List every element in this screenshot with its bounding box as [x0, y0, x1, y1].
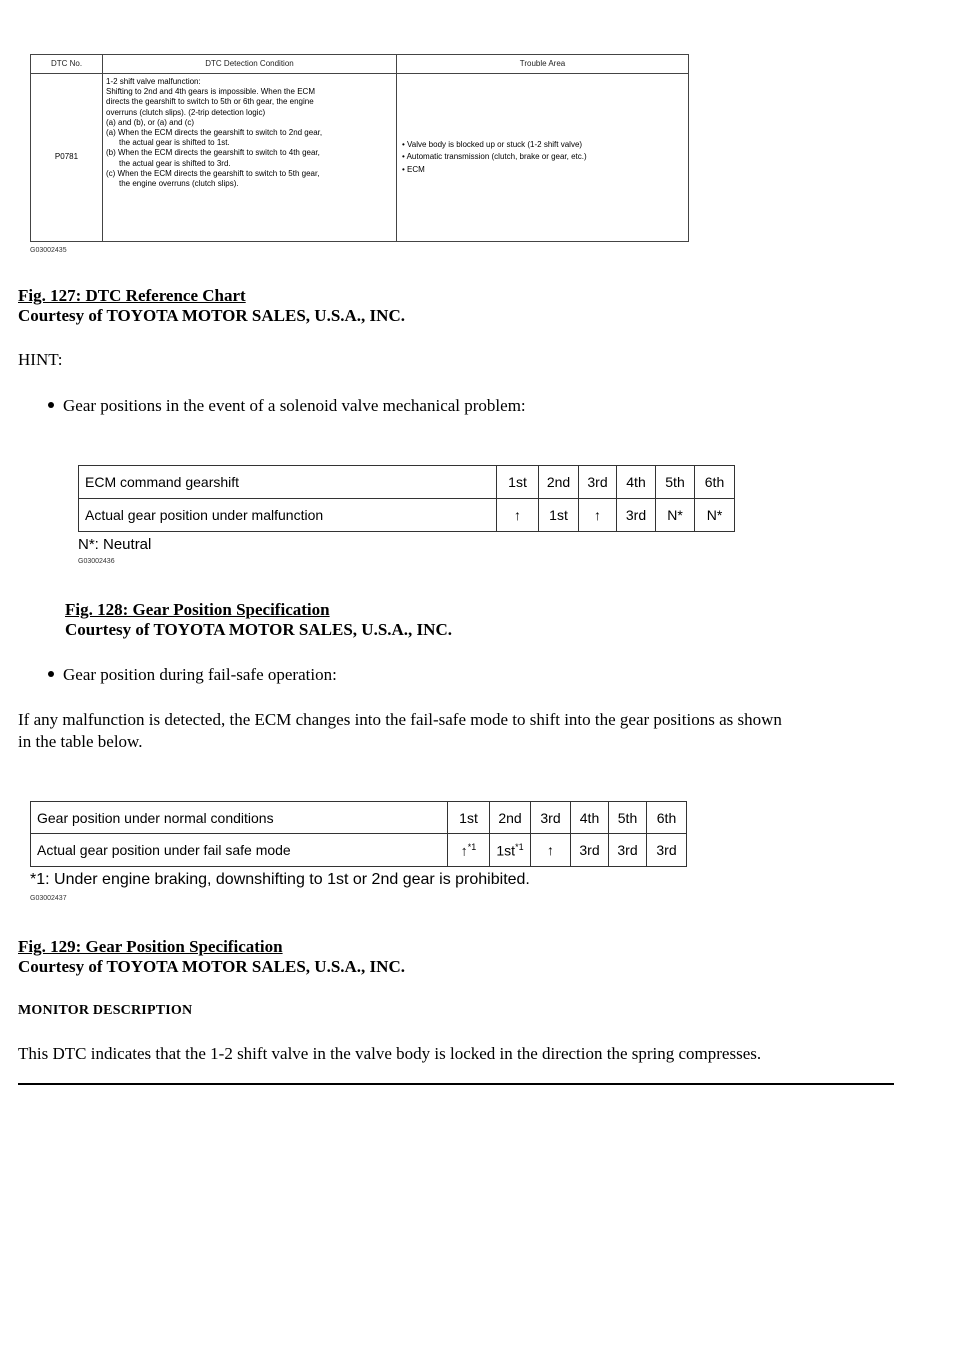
condition-line: the actual gear is shifted to 3rd.	[119, 158, 231, 168]
neutral-note: N*: Neutral	[78, 536, 152, 553]
footnote-mark: *1	[515, 841, 524, 852]
gear-cell	[490, 834, 531, 867]
condition-line: overruns (clutch slips). (2-trip detection logic)	[106, 107, 266, 117]
fig127-caption	[18, 286, 246, 306]
fig128-courtesy: Courtesy of TOYOTA MOTOR SALES, U.S.A., INC.	[65, 620, 452, 639]
footnote-text: Under engine braking, downshifting to 1st or 2nd gear is prohibited.	[49, 871, 530, 888]
row-label: Actual gear position under malfunction	[79, 499, 497, 532]
trouble-area-item: • Valve body is blocked up or stuck (1-2 shift valve)	[402, 140, 583, 150]
bullet-text: Gear position during fail-safe operation:	[63, 665, 337, 684]
paragraph-line: in the table below.	[18, 732, 143, 751]
condition-line: (b) When the ECM directs the gearshift to switch to 4th gear,	[106, 148, 320, 158]
dtc-number: P0781	[31, 74, 103, 242]
footnote-mark: *1:	[30, 871, 50, 888]
dtc-detection-condition	[103, 74, 397, 242]
gear-cell: 2nd	[490, 802, 531, 834]
fig128-caption	[65, 600, 330, 620]
gear-cell	[448, 834, 490, 867]
condition-line: (a) When the ECM directs the gearshift to switch to 2nd gear,	[106, 128, 323, 138]
monitor-description-heading: MONITOR DESCRIPTION	[18, 1003, 193, 1018]
condition-line: Shifting to 2nd and 4th gears is impossible. When the ECM	[106, 87, 315, 97]
gear-cell: 5th	[609, 802, 647, 834]
fig129-title-link[interactable]: Fig. 129: Gear Position Specification	[18, 937, 283, 956]
gear-cell: 4th	[617, 466, 656, 499]
fig128-title-link[interactable]: Fig. 128: Gear Position Specification	[65, 600, 330, 619]
condition-line: the actual gear is shifted to 1st.	[119, 138, 230, 148]
gear-cell: N*	[695, 499, 735, 532]
fig129-caption	[18, 937, 283, 957]
monitor-description-text: This DTC indicates that the 1-2 shift valve in the valve body is locked in the direction the spring compresses.	[18, 1044, 762, 1063]
figure-code: G03002437	[30, 895, 67, 902]
dtc-header-condition: DTC Detection Condition	[103, 55, 397, 74]
bullet-icon	[48, 671, 54, 677]
condition-line: directs the gearshift to switch to 5th or 6th gear, the engine	[106, 97, 314, 107]
gear-cell: 3rd	[571, 834, 609, 867]
dtc-header-area: Trouble Area	[397, 55, 689, 74]
dtc-header-no: DTC No.	[31, 55, 103, 74]
figure-code: G03002435	[30, 247, 67, 254]
gear-cell: 1st	[539, 499, 579, 532]
dtc-trouble-area	[397, 74, 689, 242]
row-label: ECM command gearshift	[79, 466, 497, 499]
up-arrow-icon: ↑	[460, 842, 468, 859]
bullet-item	[48, 396, 526, 416]
gear-cell: 1st	[448, 802, 490, 834]
row-label: Gear position under normal conditions	[31, 802, 448, 834]
fig127-title-link[interactable]: Fig. 127: DTC Reference Chart	[18, 286, 246, 305]
gear-cell: 6th	[695, 466, 735, 499]
failsafe-paragraph	[18, 709, 782, 753]
gear-cell: 3rd	[531, 802, 571, 834]
dtc-reference-table	[30, 54, 689, 242]
gear-value: 1st	[496, 842, 516, 859]
gear-cell: 3rd	[579, 466, 617, 499]
footnote-mark: *1	[467, 841, 477, 852]
gear-cell: 2nd	[539, 466, 579, 499]
gear-position-table-failsafe	[30, 801, 687, 867]
gear-cell: 4th	[571, 802, 609, 834]
paragraph-line: If any malfunction is detected, the ECM changes into the fail-safe mode to shift into the gear positions as shown	[18, 710, 782, 729]
gear-position-table-malfunction	[78, 465, 735, 532]
gear-cell: 5th	[656, 466, 695, 499]
gear-cell: 3rd	[617, 499, 656, 532]
bullet-text: Gear positions in the event of a solenoid valve mechanical problem:	[63, 396, 526, 415]
trouble-area-item: • Automatic transmission (clutch, brake or gear, etc.)	[402, 152, 587, 162]
figure-code: G03002436	[78, 558, 115, 565]
up-arrow-icon: ↑	[579, 499, 617, 532]
condition-line: the engine overruns (clutch slips).	[119, 179, 239, 189]
fig127-courtesy: Courtesy of TOYOTA MOTOR SALES, U.S.A., INC.	[18, 306, 405, 325]
bullet-icon	[48, 402, 54, 408]
gear-cell: 3rd	[609, 834, 647, 867]
bullet-item	[48, 665, 337, 685]
fig129-courtesy: Courtesy of TOYOTA MOTOR SALES, U.S.A., INC.	[18, 957, 405, 976]
section-divider	[18, 1083, 894, 1085]
gear-cell: 1st	[497, 466, 539, 499]
up-arrow-icon: ↑	[531, 834, 571, 867]
condition-line: (c) When the ECM directs the gearshift to switch to 5th gear,	[106, 168, 320, 178]
row-label: Actual gear position under fail safe mode	[31, 834, 448, 867]
condition-line: 1-2 shift valve malfunction:	[106, 77, 201, 86]
footnote	[30, 871, 530, 889]
hint-label: HINT:	[18, 350, 63, 369]
gear-cell: 6th	[647, 802, 687, 834]
condition-line: (a) and (b), or (a) and (c)	[106, 117, 195, 127]
gear-cell: 3rd	[647, 834, 687, 867]
gear-cell: N*	[656, 499, 695, 532]
up-arrow-icon: ↑	[497, 499, 539, 532]
trouble-area-item: • ECM	[402, 164, 425, 174]
